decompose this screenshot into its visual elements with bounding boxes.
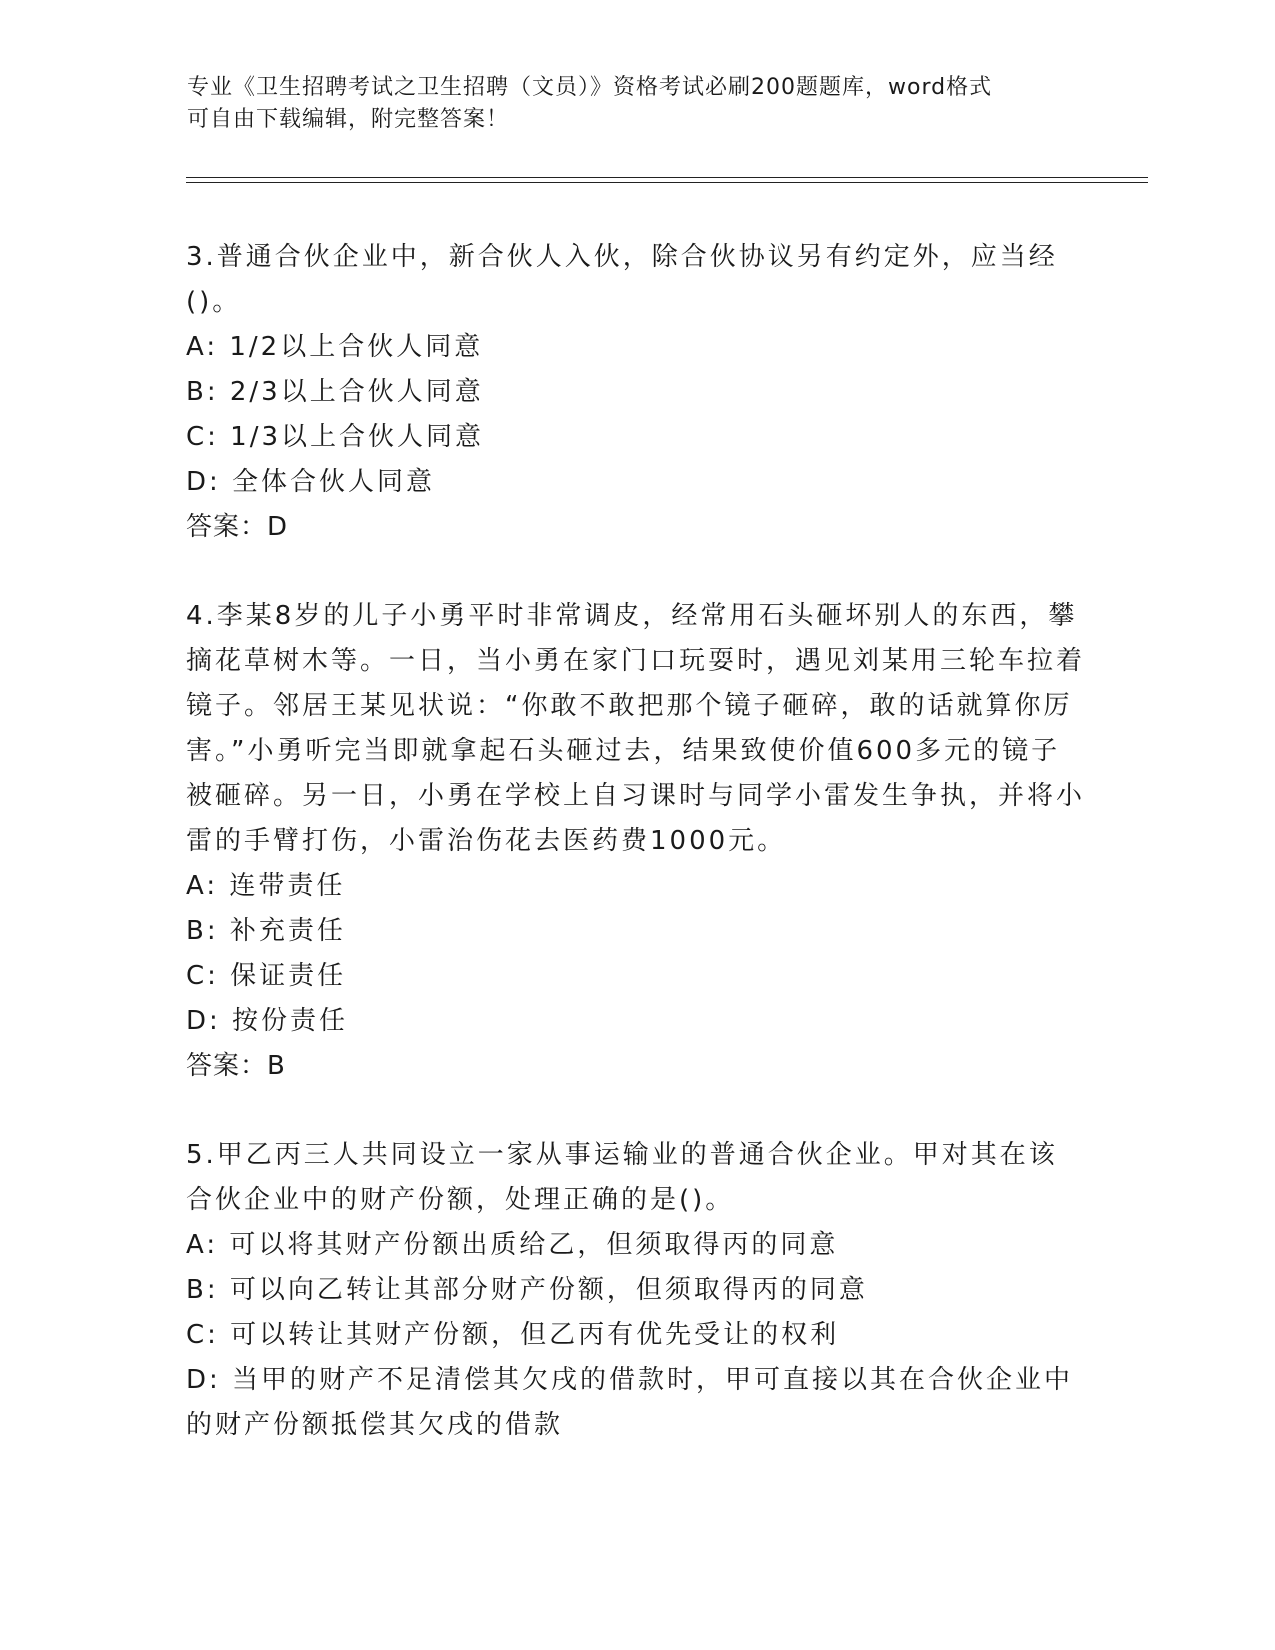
question-text: 3.普通合伙企业中，新合伙人入伙，除合伙协议另有约定外，应当经()。 bbox=[186, 242, 1058, 317]
option-a: A: 1/2以上合伙人同意 bbox=[186, 332, 484, 362]
question-text: 4.李某8岁的儿子小勇平时非常调皮，经常用石头砸坏别人的东西，攀摘花草树木等。一日，当小勇在家门口玩耍时，遇见刘某用三轮车拉着镜子。邻居王某见状说：“你敢不敢把那个镜子砸碎，敢的话就算你厉害。”小勇听完当即就拿起石头砸过去，结果致使价值600多元的镜子被砸碎。另一日，小勇在学校上自习课时与同学小雷发生争执，并将小雷的手臂打伤，小雷治伤花去医药费1000元。 bbox=[186, 601, 1086, 856]
question-text: 5.甲乙丙三人共同设立一家从事运输业的普通合伙企业。甲对其在该合伙企业中的财产份额，处理正确的是()。 bbox=[186, 1140, 1058, 1215]
option-d: D: 按份责任 bbox=[186, 1006, 349, 1036]
document-header bbox=[187, 72, 1067, 136]
header-rule-top bbox=[186, 177, 1148, 178]
option-c: C: 保证责任 bbox=[186, 961, 347, 991]
answer: 答案：B bbox=[186, 1051, 286, 1081]
option-c: C: 1/3以上合伙人同意 bbox=[186, 422, 485, 452]
question-list bbox=[186, 235, 1086, 1492]
option-b: B: 2/3以上合伙人同意 bbox=[186, 377, 484, 407]
answer: 答案：D bbox=[186, 512, 289, 542]
option-d: D: 全体合伙人同意 bbox=[186, 467, 436, 497]
option-c: C: 可以转让其财产份额，但乙丙有优先受让的权利 bbox=[186, 1320, 840, 1350]
option-d: D: 当甲的财产不足清偿其欠戌的借款时，甲可直接以其在合伙企业中的财产份额抵偿其欠戌的借款 bbox=[186, 1365, 1074, 1440]
header-rule-bottom bbox=[186, 182, 1148, 183]
option-a: A: 连带责任 bbox=[186, 871, 346, 901]
question-5 bbox=[186, 1133, 1086, 1448]
option-b: B: 补充责任 bbox=[186, 916, 346, 946]
header-line-2: 可自由下载编辑，附完整答案！ bbox=[187, 107, 510, 132]
question-3 bbox=[186, 235, 1086, 550]
header-line-1: 专业《卫生招聘考试之卫生招聘（文员）》资格考试必刷200题题库，word格式 bbox=[187, 75, 993, 100]
question-4 bbox=[186, 594, 1086, 1089]
option-a: A: 可以将其财产份额出质给乙，但须取得丙的同意 bbox=[186, 1230, 839, 1260]
option-b: B: 可以向乙转让其部分财产份额，但须取得丙的同意 bbox=[186, 1275, 868, 1305]
